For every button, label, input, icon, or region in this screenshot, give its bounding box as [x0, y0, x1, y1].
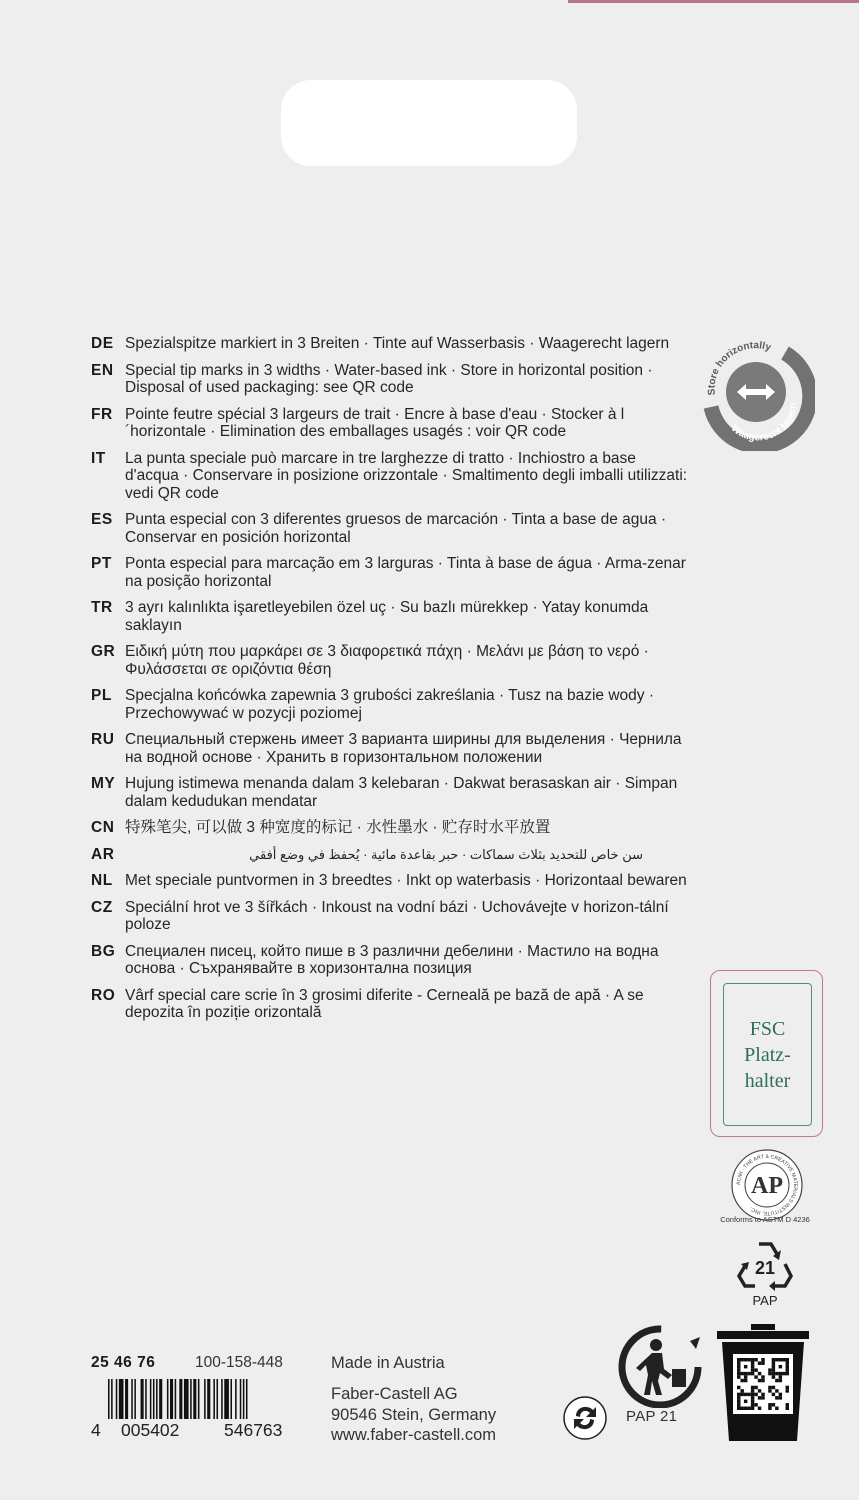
barcode-bar — [119, 1379, 124, 1419]
bin-handle — [751, 1324, 775, 1330]
lang-row-ru — [91, 731, 691, 766]
qr-cell — [754, 1368, 757, 1371]
qr-cell — [775, 1396, 778, 1399]
barcode-bar — [230, 1379, 232, 1419]
barcode-bar — [179, 1379, 182, 1419]
lang-text: 3 ayrı kalınlıkta işaretleyebilen özel uç · Su bazlı mürekkep · Yatay konumda saklayın — [125, 599, 649, 634]
qr-cell — [779, 1365, 782, 1368]
pap21-label: PAP 21 — [626, 1408, 678, 1425]
barcode-bar — [221, 1379, 223, 1419]
lang-code: ES — [91, 511, 113, 528]
qr-cell — [751, 1386, 754, 1389]
green-dot-ring — [564, 1397, 606, 1439]
qr-cell — [779, 1375, 782, 1378]
lang-text: Speciální hrot ve 3 šířkách · Inkoust na vodní bázi · Uchovávejte v horizon-tální poloze — [125, 898, 669, 933]
barcode-bar — [150, 1379, 152, 1419]
barcode-bar — [156, 1379, 158, 1419]
lang-text: La punta speciale può marcare in tre larghezze di tratto · Inchiostro a base d'acqua · Conservare in posizione orizzontale · Smaltimento degli imballi utilizzati: vedi QR code — [125, 449, 688, 502]
arrow-segment — [759, 1244, 777, 1254]
lang-row-cz — [91, 899, 691, 934]
qr-cell — [786, 1389, 789, 1392]
lang-row-de — [91, 335, 691, 353]
qr-cell — [772, 1365, 775, 1368]
qr-cell — [740, 1358, 743, 1361]
qr-cell — [754, 1403, 757, 1406]
company-city: 90546 Stein, Germany — [331, 1405, 497, 1424]
qr-cell — [775, 1379, 778, 1382]
barcode-icon — [108, 1379, 313, 1419]
qr-cell — [775, 1389, 778, 1392]
qr-cell — [740, 1393, 743, 1396]
qr-cell — [744, 1393, 747, 1396]
qr-cell — [761, 1358, 764, 1361]
lang-code: PL — [91, 687, 112, 704]
barcode-bar — [204, 1379, 206, 1419]
qr-cell — [761, 1396, 764, 1399]
lang-row-en — [91, 362, 691, 397]
qr-cell — [761, 1375, 764, 1378]
lang-code: FR — [91, 405, 113, 423]
qr-cell — [772, 1375, 775, 1378]
barcode-bar — [170, 1379, 173, 1419]
barcode-bar — [153, 1379, 155, 1419]
qr-cell — [751, 1396, 754, 1399]
badge-bottom-text: Waagerecht lagern — [728, 402, 800, 444]
qr-cell — [758, 1396, 761, 1399]
qr-cell — [754, 1386, 757, 1389]
qr-cell — [786, 1386, 789, 1389]
lang-code: MY — [91, 775, 116, 792]
arrow-segment — [775, 1264, 791, 1286]
barcode-bar — [193, 1379, 196, 1419]
lang-row-fr — [91, 406, 691, 441]
recycle-arrow-head — [690, 1337, 700, 1349]
qr-cell — [744, 1379, 747, 1382]
barcode-bar — [240, 1379, 242, 1419]
qr-cell — [737, 1375, 740, 1378]
barcode-bars — [108, 1379, 248, 1419]
qr-cell — [751, 1389, 754, 1392]
lang-row-es — [91, 511, 691, 546]
qr-cell — [786, 1361, 789, 1364]
badge-top-text: Store horizontally — [706, 340, 773, 396]
company-website: www.faber-castell.com — [331, 1426, 497, 1444]
qr-cell — [747, 1372, 750, 1375]
made-in-text: Made in Austria — [331, 1354, 445, 1372]
fsc-placeholder-frame — [710, 970, 823, 1137]
qr-cell — [751, 1361, 754, 1364]
lang-text: Vârf special care scrie în 3 grosimi diferite - Cerneală pe bază de apă · A se depozita în poziție orizontală — [125, 986, 644, 1021]
barcode-bar — [243, 1379, 245, 1419]
qr-cell — [744, 1400, 747, 1403]
company-name: Faber-Castell AG — [331, 1385, 458, 1403]
qr-cell — [751, 1407, 754, 1410]
qr-cell — [782, 1358, 785, 1361]
trash-bin-qr-icon — [717, 1324, 809, 1441]
qr-cell — [737, 1372, 740, 1375]
lang-text: Ειδική μύτη που μαρκάρει σε 3 διαφορετικά πάχη · Μελάνι με βάση το νερό · Φυλάσσεται σε οριζόντια θέση — [125, 643, 649, 678]
qr-cell — [779, 1372, 782, 1375]
lang-row-pt — [91, 555, 691, 590]
qr-cell — [737, 1368, 740, 1371]
qr-cell — [751, 1403, 754, 1406]
barcode-digit-group: 005402 — [121, 1420, 180, 1440]
barcode-bar — [184, 1379, 189, 1419]
lang-text: Met speciale puntvormen in 3 breedtes · Inkt op waterbasis · Horizontaal bewaren — [125, 872, 687, 889]
barcode-bar — [217, 1379, 219, 1419]
qr-cell — [754, 1358, 757, 1361]
lang-code: RO — [91, 986, 116, 1004]
recycle-person-icon — [616, 1323, 704, 1408]
lang-code: AR — [91, 845, 115, 863]
recycling-number: 21 — [754, 1258, 776, 1278]
barcode-bar — [108, 1379, 110, 1419]
lang-code: DE — [91, 335, 114, 352]
bin-lid — [717, 1331, 809, 1339]
lang-row-bg — [91, 943, 691, 978]
barcode-bar — [213, 1379, 215, 1419]
qr-cell — [751, 1358, 754, 1361]
qr-cell — [786, 1407, 789, 1410]
lang-row-gr — [91, 643, 691, 678]
qr-cell — [744, 1358, 747, 1361]
qr-cell — [754, 1375, 757, 1378]
qr-cell — [744, 1372, 747, 1375]
barcode-bar — [116, 1379, 118, 1419]
qr-cell — [775, 1358, 778, 1361]
lang-text: Ponta especial para marcação em 3 larguras · Tinta à base de água · Arma-zenar na posição horizontal — [125, 555, 686, 590]
barcode-bar — [167, 1379, 169, 1419]
barcode-bar — [134, 1379, 136, 1419]
lang-row-ro — [91, 987, 691, 1022]
qr-cell — [786, 1403, 789, 1406]
qr-cell — [782, 1372, 785, 1375]
barcode-digits — [91, 1420, 321, 1442]
lang-text: سن خاص للتحديد بثلاث سماكات · حبر بقاعدة مائية · يُحفظ في وضع أفقي — [249, 846, 643, 862]
lang-text: Hujung istimewa menanda dalam 3 kelebaran · Dakwat berasaskan air · Simpan dalam kedudukan mendatar — [125, 775, 678, 810]
top-accent-bar — [568, 0, 859, 3]
qr-cell — [744, 1407, 747, 1410]
lang-row-my — [91, 775, 691, 810]
qr-cell — [740, 1379, 743, 1382]
product-code: 100-158-448 — [195, 1354, 283, 1371]
barcode-bar — [224, 1379, 229, 1419]
qr-cell — [740, 1389, 743, 1392]
qr-cell — [768, 1389, 771, 1392]
qr-cell — [772, 1361, 775, 1364]
hang-slot-cutout — [281, 80, 577, 166]
lang-code: TR — [91, 599, 113, 616]
qr-cell — [772, 1386, 775, 1389]
barcode-bar — [207, 1379, 210, 1419]
qr-cell — [737, 1400, 740, 1403]
barcode-bar — [125, 1379, 128, 1419]
qr-cell — [775, 1407, 778, 1410]
lang-text: Punta especial con 3 diferentes gruesos de marcación · Tinta a base de agua · Conservar en posición horizontal — [125, 511, 667, 546]
qr-cell — [758, 1361, 761, 1364]
qr-cell — [751, 1393, 754, 1396]
arrow-head — [769, 1281, 775, 1291]
qr-cell — [737, 1358, 740, 1361]
qr-cell — [779, 1379, 782, 1382]
qr-cell — [737, 1396, 740, 1399]
qr-cell — [747, 1358, 750, 1361]
qr-cell — [772, 1403, 775, 1406]
qr-cell — [772, 1358, 775, 1361]
fsc-placeholder-box — [723, 983, 812, 1126]
recycle-bin — [672, 1369, 686, 1387]
barcode-bar — [141, 1379, 144, 1419]
qr-cell — [754, 1393, 757, 1396]
barcode-bar — [111, 1379, 113, 1419]
qr-cell — [751, 1368, 754, 1371]
qr-cell — [747, 1393, 750, 1396]
lang-code: GR — [91, 643, 116, 660]
qr-cell — [751, 1400, 754, 1403]
company-address — [331, 1384, 496, 1446]
lang-code: CZ — [91, 898, 113, 916]
qr-cell — [737, 1403, 740, 1406]
qr-cell — [758, 1407, 761, 1410]
recycling-triangle-icon — [735, 1238, 795, 1294]
qr-cell — [786, 1368, 789, 1371]
lang-code: PT — [91, 555, 112, 572]
person-head — [650, 1339, 662, 1351]
qr-cell — [758, 1389, 761, 1392]
pap-label: PAP — [752, 1293, 778, 1308]
qr-cell — [779, 1358, 782, 1361]
lang-row-ar — [91, 846, 691, 864]
qr-cell — [768, 1372, 771, 1375]
qr-cell — [744, 1365, 747, 1368]
lang-code: EN — [91, 361, 114, 379]
barcode-bar — [235, 1379, 237, 1419]
lang-row-cn — [91, 819, 691, 837]
qr-cell — [737, 1361, 740, 1364]
qr-cell — [761, 1379, 764, 1382]
barcode-bar — [198, 1379, 200, 1419]
lang-text: Pointe feutre spécial 3 largeurs de trait · Encre à base d'eau · Stocker à l´horizontale · Elimination des emballages usagés : voir QR code — [125, 405, 625, 440]
qr-cell — [772, 1372, 775, 1375]
barcode-bar — [190, 1379, 192, 1419]
qr-cell — [737, 1407, 740, 1410]
seal-mark: AP — [751, 1173, 783, 1199]
qr-cell — [747, 1407, 750, 1410]
barcode-bar — [131, 1379, 133, 1419]
astm-conformity-text: Conforms to ASTM D 4236 — [720, 1215, 810, 1224]
barcode-digit-group: 546763 — [224, 1420, 283, 1440]
lang-code: BG — [91, 942, 116, 960]
lang-text: Spezialspitze markiert in 3 Breiten · Tinte auf Wasserbasis · Waagerecht lagern — [125, 335, 670, 352]
green-dot-icon — [563, 1396, 607, 1440]
fsc-placeholder-text: FSC Platz- halter — [744, 1017, 791, 1092]
qr-cell — [737, 1386, 740, 1389]
lang-code: CN — [91, 819, 115, 836]
qr-cell — [744, 1375, 747, 1378]
qr-cell — [761, 1361, 764, 1364]
store-horizontally-icon — [697, 333, 815, 451]
lang-code: IT — [91, 449, 106, 467]
barcode-bar — [145, 1379, 147, 1419]
qr-cell — [779, 1393, 782, 1396]
lang-text: Специальный стержень имеет 3 варианта ширины для выделения · Чернила на водной основе · Хранить в горизонтальном положении — [125, 731, 682, 766]
qr-cell — [779, 1396, 782, 1399]
qr-cell — [786, 1358, 789, 1361]
qr-cell — [786, 1372, 789, 1375]
article-number: 25 46 76 — [91, 1354, 156, 1371]
qr-cell — [768, 1386, 771, 1389]
barcode-bar — [246, 1379, 248, 1419]
lang-text: Specjalna końcówka zapewnia 3 grubości zakreślania · Tusz na bazie wody · Przechowywać w pozycji poziomej — [125, 687, 655, 722]
barcode-bar — [159, 1379, 162, 1419]
qr-cell — [786, 1365, 789, 1368]
qr-cell — [758, 1379, 761, 1382]
lang-text: Special tip marks in 3 widths · Water-based ink · Store in horizontal position · Disposal of used packaging: see QR code — [125, 361, 653, 396]
qr-cell — [758, 1372, 761, 1375]
qr-cell — [751, 1372, 754, 1375]
ap-seal-icon — [730, 1148, 804, 1222]
qr-cell — [751, 1365, 754, 1368]
lang-row-pl — [91, 687, 691, 722]
person-body — [636, 1353, 672, 1395]
qr-cell — [740, 1407, 743, 1410]
lang-row-tr — [91, 599, 691, 634]
lang-text: 特殊笔尖, 可以做 3 种宽度的标记 · 水性墨水 · 贮存时水平放置 — [125, 819, 551, 836]
barcode-bar — [175, 1379, 177, 1419]
lang-row-it — [91, 450, 691, 503]
qr-cell — [737, 1393, 740, 1396]
qr-cell — [737, 1365, 740, 1368]
lang-text: Специален писец, който пише в 3 различни дебелини · Мастило на водна основа · Съхранявайте в хоризонтална позиция — [125, 942, 659, 977]
lang-row-nl — [91, 872, 691, 890]
qr-cell — [740, 1372, 743, 1375]
qr-cell — [768, 1403, 771, 1406]
qr-cell — [772, 1368, 775, 1371]
lang-code: NL — [91, 872, 113, 889]
language-instructions — [91, 335, 691, 1031]
qr-cell — [775, 1372, 778, 1375]
qr-cell — [768, 1407, 771, 1410]
qr-cell — [761, 1393, 764, 1396]
seal-ring-text: ACMI · THE ART & CREATIVE MATERIALS INSTITUTE, INC. — [735, 1153, 799, 1217]
barcode-digit-group: 4 — [91, 1420, 101, 1440]
lang-code: RU — [91, 731, 115, 748]
qr-cell — [768, 1368, 771, 1371]
qr-cell — [772, 1393, 775, 1396]
